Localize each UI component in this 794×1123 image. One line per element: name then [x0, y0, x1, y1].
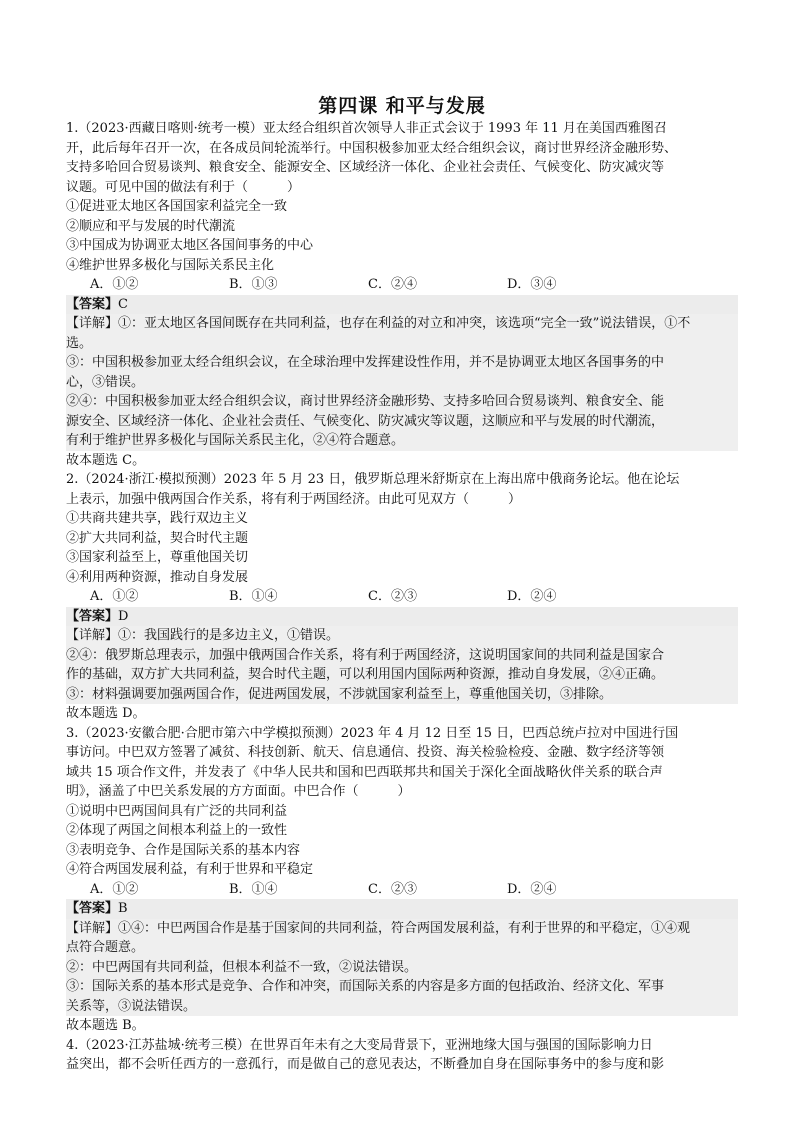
answer-line: [66, 295, 738, 315]
detail-line: ②④：中国积极参加亚太经合组织会议，商讨世界经济金融形势、支持多哈回合贸易谈判、粮食安全、能: [66, 394, 665, 409]
answer-label: 【答案】: [66, 901, 119, 916]
option-d: D．②④: [507, 881, 557, 897]
answer-options: [66, 880, 738, 900]
detail-conclusion: 故本题选 C。: [66, 452, 146, 468]
choice-item: ②顺应和平与发展的时代潮流: [66, 218, 236, 234]
detail-line: 【详解】①：亚太地区各国间既存在共同利益，也存在利益的对立和冲突，该选项“完全一致”说法错误，①不: [66, 316, 691, 331]
choice-item: ①促进亚太地区各国国家利益完全一致: [66, 199, 288, 214]
detail-line: 作的基础，双方扩大共同利益，契合时代主题，可以利用国内国际两种资源，推动自身发展，②④正确。: [66, 667, 665, 682]
detail-line: 【详解】①：我国践行的是多边主义，①错误。: [66, 628, 340, 643]
answer-line: [66, 607, 738, 627]
stem-line: 事访问。中巴双方签署了减贫、科技创新、航天、信息通信、投资、海关检验检疫、金融、数字经济等领: [66, 745, 665, 760]
stem-line: 支持多哈回合贸易谈判、粮食安全、能源安全、区域经济一体化、企业社会责任、气候变化、防灾减灾等: [66, 160, 665, 175]
page-title: 第四课 和平与发展: [318, 95, 486, 117]
option-a: A．①②: [90, 277, 139, 292]
question-1: [66, 119, 738, 470]
answer-detail: [66, 919, 738, 1017]
detail-line: 心，③错误。: [66, 374, 145, 390]
option-d: D．②④: [507, 589, 557, 604]
detail-line: ③：材料强调要加强两国合作，促进两国发展，不涉就国家利益至上，尊重他国关切，③排除。: [66, 686, 613, 702]
stem-line: 3.（2023·安徽合肥·合肥市第六中学模拟预测）2023 年 4 月 12 日至 15 日，巴西总统卢拉对中国进行国: [66, 725, 679, 741]
detail-line: ②④：俄罗斯总理表示，加强中俄两国合作关系，将有利于两国经济，这说明国家间的共同利益是国家合: [66, 647, 665, 663]
detail-line: ③：中国积极参加亚太经合组织会议，在全球治理中发挥建设性作用，并不是协调亚太地区各国事务的中: [66, 355, 665, 370]
answer-value: C: [118, 296, 128, 312]
option-b: B．①④: [229, 881, 278, 897]
option-a: A．①②: [90, 881, 139, 897]
stem-line: 域共 15 项合作文件，并发表了《中华人民共和国和巴西联邦共和国关于深化全面战略伙伴关系的联合声: [66, 764, 663, 780]
detail-line: ③：国际关系的基本形式是竞争、合作和冲突，而国际关系的内容是多方面的包括政治、经济文化、军事: [66, 979, 665, 994]
stem-line: 益突出，都不会听任西方的一意孤行，而是做自己的意见表达，不断叠加自身在国际事务中的参与度和影: [66, 1057, 665, 1072]
detail-line: 选。: [66, 335, 93, 351]
answer-value: D: [118, 608, 129, 624]
choice-item: ④维护世界多极化与国际关系民主化: [66, 257, 275, 273]
detail-conclusion: 故本题选 B。: [66, 1018, 145, 1033]
option-b: B．①③: [229, 277, 278, 292]
choice-item: ②体现了两国之间根本利益上的一致性: [66, 823, 288, 838]
answer-options: [66, 587, 738, 607]
choice-item: ③中国成为协调亚太地区各国间事务的中心: [66, 238, 314, 253]
document-page: [66, 95, 738, 1075]
stem-line: 明》，涵盖了中巴关系发展的方方面面。中巴合作（ ）: [66, 784, 411, 799]
question-2: [66, 470, 738, 724]
option-c: C．②③: [368, 589, 417, 604]
detail-line: 有利于维护世界多极化与国际关系民主化，②④符合题意。: [66, 433, 405, 448]
option-a: A．①②: [90, 589, 139, 604]
answer-label: 【答案】: [66, 608, 119, 624]
choice-item: ③表明竞争、合作是国际关系的基本内容: [66, 842, 301, 858]
detail-line: 【详解】①④：中巴两国合作是基于国家间的共同利益，符合两国发展利益，有利于世界的和平稳定，①④观: [66, 920, 691, 936]
answer-line: [66, 899, 738, 919]
answer-options: [66, 275, 738, 295]
detail-line: 关系等，③说法错误。: [66, 998, 197, 1014]
choice-item: ①共商共建共享，践行双边主义: [66, 511, 249, 526]
detail-conclusion: 故本题选 D。: [66, 706, 146, 721]
stem-line: 2.（2024·浙江·模拟预测）2023 年 5 月 23 日，俄罗斯总理米舒斯京在上海出席中俄商务论坛。他在论坛: [66, 472, 680, 487]
choice-item: ①说明中巴两国间具有广泛的共同利益: [66, 803, 288, 819]
option-b: B．①④: [229, 589, 278, 604]
detail-line: 源安全、区域经济一体化、企业社会责任、气候变化、防灾减灾等议题，这顺应和平与发展的时代潮流，: [66, 413, 665, 429]
option-c: C．②③: [368, 881, 417, 897]
choice-item: ③国家利益至上，尊重他国关切: [66, 550, 249, 565]
choice-item: ④利用两种资源，推动自身发展: [66, 569, 249, 585]
detail-line: 点符合题意。: [66, 940, 145, 955]
stem-line: 1.（2023·西藏日喀则·统考一模）亚太经合组织首次领导人非正式会议于 1993 年 11 月在美国西雅图召: [66, 121, 667, 136]
question-4: [66, 1036, 738, 1075]
answer-label: 【答案】: [66, 296, 119, 312]
answer-detail: [66, 314, 738, 451]
detail-line: ②：中巴两国有共同利益，但根本利益不一致，②说法错误。: [66, 959, 418, 975]
choice-item: ④符合两国发展利益，有利于世界和平稳定: [66, 862, 314, 877]
stem-line: 开，此后每年召开一次，在各成员间轮流举行。中国积极参加亚太经合组织会议，商讨世界经济金融形势、: [66, 140, 678, 156]
answer-value: B: [118, 901, 128, 916]
stem-line: 议题。可见中国的做法有利于（ ）: [66, 179, 301, 195]
stem-line: 上表示，加强中俄两国合作关系，将有利于两国经济。由此可见双方（ ）: [66, 491, 522, 507]
question-3: [66, 724, 738, 1036]
stem-line: 4.（2023·江苏盐城·统考三模）在世界百年未有之大变局背景下，亚洲地缘大国与强国的国际影响力日: [66, 1037, 653, 1053]
option-c: C．②④: [368, 277, 417, 292]
answer-detail: [66, 626, 738, 704]
choice-item: ②扩大共同利益，契合时代主题: [66, 530, 249, 546]
option-d: D．③④: [507, 277, 557, 292]
